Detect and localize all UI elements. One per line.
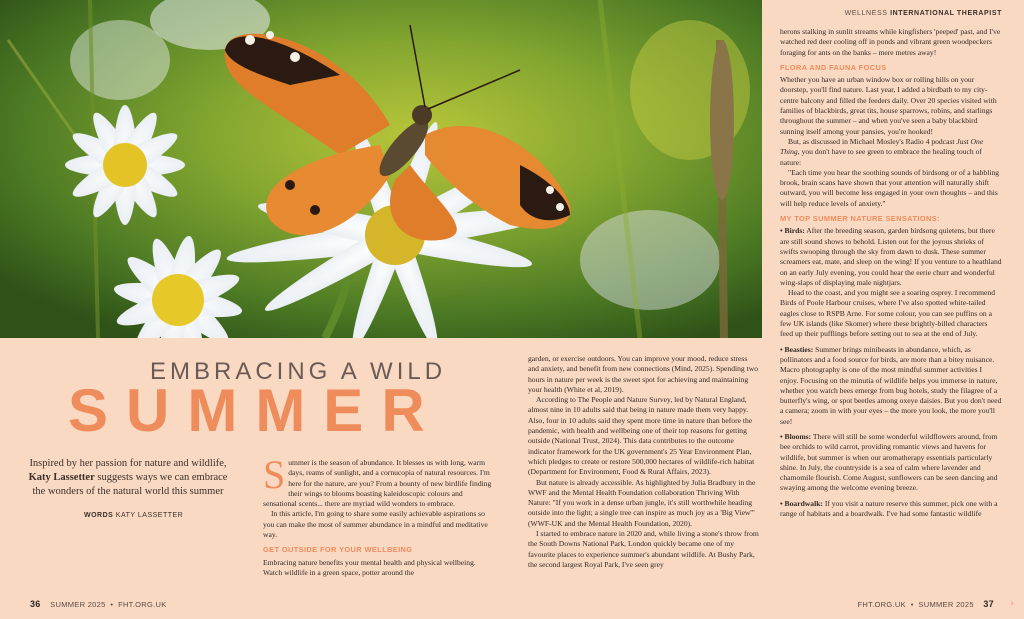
bullet-text: There will still be some wonderful wildflowers around, from bee orchids to wild carrot, providing romantic views and havens for wildlife, but summer is when our aromatherapy essentials particularly shine. In July, the countryside is a sea of calm where lavender and chamomile flourish. Come August, sunflowers can be seen dancing and swaying among the welcome evening breeze. — [780, 431, 998, 493]
paragraph: In this article, I'm going to share some easily achievable aspirations so you can make the most of summer abundance in a mindful and meditative way. — [263, 509, 488, 540]
issue-label: SUMMER 2025 — [50, 600, 106, 609]
standfirst-text-b: suggests ways we can embrace the wonders of the natural world this summer — [32, 472, 228, 497]
paragraph: According to The People and Nature Survey, led by Natural England, almost nine in 10 adults said that being in nature made them very happy. Also, four in 10 adults said they spent more time in nature than before the pandemic, with health and wellbeing one of their top reasons for getting outside (National Trust, 2024). This data contributes to the outcome indicator framework for the UK government's 25 Year Environment Plan, which pledges to create or restore 500,000 hectares of wildlife-rich habitat (Department for Environment, Food & Rural Affairs, 2023). — [528, 395, 755, 477]
butterfly-illustration — [0, 0, 762, 338]
paragraph: I started to embrace nature in 2020 and, while living a stone's throw from the South Downs National Park, London quickly became one of my favourite places to experience summer's abundant wildlife. At Bushy Park, the second largest Royal Park, I've seen grey — [528, 529, 759, 569]
footer-separator: • — [910, 600, 914, 609]
page-number: 37 — [983, 599, 994, 609]
paragraph: Whether you have an urban window box or rolling hills on your doorstep, you'll find nature. Last year, I added a birdbath to my city-centre balcony and filled the feeders daily. Over 20 species visited with families of blackbirds, great tits, house sparrows, robins, and starlings throughout the summer – and when you've seen a baby blackbird sunning itself among your pansies, you're hooked! — [780, 75, 997, 136]
article-column-3 — [780, 27, 1002, 519]
bullet-text: Summer brings minibeasts in abundance, which, as pollinators and a food source for birds, are more than a bitey nuisance. Macro photography is one of the most mindful summer activities I enjoy. Focusing on the minutia of wildlife helps you immerse in nature, whether you watch bees emerge from bug hotels, study the filagree of a butterfly's wing, or spot beetles among oxeye daisies. But you don't need a camera; zoom in with your eyes – the more you look, the more you'll see! — [780, 344, 1002, 426]
bullet-label: • Beasties: — [780, 344, 814, 354]
site-label: FHT.ORG.UK — [118, 600, 167, 609]
byline-label: WORDS — [84, 512, 114, 519]
paragraph: Embracing nature benefits your mental health and physical wellbeing. Watch wildlife in a green space, potter around the — [263, 557, 476, 577]
standfirst — [22, 457, 234, 499]
paragraph: garden, or exercise outdoors. You can improve your mood, reduce stress and anxiety, and benefit from new connections (Mind, 2025). Spending two hours in nature per week is the sweet spot for achieving and maintaining your health (White et al, 2019). — [528, 354, 759, 394]
paragraph: Head to the coast, and you might see a soaring osprey. I recommend Birds of Poole Harbour cruises, where I've also spotted white-tailed eagles close to RSPB Arne. For some colour, you can see puffins on a few UK islands (like Skomer) where these brightly-billed characters feed up their pufflings before setting out to sea at the end of July. — [780, 288, 996, 339]
page-number: 36 — [30, 599, 41, 609]
subheading: GET OUTSIDE FOR YOUR WELLBEING — [263, 545, 413, 555]
paragraph-text: , you don't have to see green to embrace the healing touch of nature: — [780, 147, 982, 167]
article-column-1 — [263, 452, 493, 578]
chevron-right-icon[interactable]: › — [1010, 599, 1014, 609]
footer-right — [858, 599, 995, 609]
subsection-label: INTERNATIONAL THERAPIST — [890, 10, 1002, 17]
standfirst-author: Katy Lassetter — [28, 472, 95, 483]
paragraph-text: But, as discussed in Michael Mosley's Radio 4 podcast — [788, 136, 957, 146]
drop-cap: S — [263, 452, 286, 497]
title-line2: SUMMER — [68, 377, 443, 444]
title-line1: EMBRACING A WILD — [150, 358, 447, 385]
site-label: FHT.ORG.UK — [857, 600, 906, 609]
bullet-label: • Birds: — [780, 226, 805, 236]
paragraph — [780, 137, 1002, 168]
issue-label: SUMMER 2025 — [918, 600, 974, 609]
quote: "Each time you hear the soothing sounds of birdsong or of a babbling brook, brain scans have shown that your attention will naturally shift outward, you will become less engaged in your own thoughts – and this will help reduce levels of anxiety." — [780, 167, 1000, 208]
bullet-birds — [780, 226, 1002, 288]
byline-name: KATY LASSETTER — [115, 512, 184, 519]
bullet-text: After the breeding season, garden birdsong quietens, but there are still sound shows to behold. Listen out for the joyous shrieks of swifts swooping through the sky from dawn to dusk. These summer screamers eat, mate, and sleep on the wing! If you venture to a heathland on an early July evening, you could hear the eerie churr and wonderful wing-slaps of displaying male nightjars. — [780, 226, 1002, 287]
paragraph: But nature is already accessible. As highlighted by Julia Bradbury in the WWF and the Mental Health Foundation collaboration Thriving With Nature: "If you work in a dense urban jungle, it's still worthwhile heading outside into the light; a single tree can inspire as much joy as a 'Big View'" (WWF-UK and the Mental Health Foundation, 2020). — [528, 477, 756, 528]
bullet-label: • Blooms: — [780, 431, 812, 441]
bullet-beasties — [780, 345, 1002, 427]
butterfly-photo — [0, 0, 762, 338]
standfirst-text-a: Inspired by her passion for nature and wildlife, — [29, 458, 227, 469]
paragraph — [263, 452, 493, 509]
bullet-boardwalk — [780, 499, 1002, 520]
bullet-label: • Boardwalk: — [780, 498, 823, 508]
paragraph: herons stalking in sunlit streams while kingfishers 'peeped' past, and I've watched red deer cooling off in ponds and vibrant green woodpeckers foraging for ants on the banks – mere metres away! — [780, 27, 1001, 57]
section-header — [845, 10, 1002, 17]
footer-separator: • — [110, 600, 114, 609]
subheading: FLORA AND FAUNA FOCUS — [780, 62, 887, 72]
bullet-blooms — [780, 432, 1002, 494]
footer-left — [30, 599, 167, 609]
paragraph-text: ummer is the season of abundance. It blesses us with long, warm days, reams of sunlight, and a cornucopia of natural resources. I'm here for the nature, are you? From a bounty of new birdlife finding their wings to blooms boasting kaleidoscopic colours and sensational scents... there are myriad wild wonders to embrace. — [263, 458, 492, 509]
byline — [84, 512, 183, 519]
section-label: WELLNESS — [844, 10, 888, 17]
podcast-title: Just One Thing — [780, 136, 984, 157]
article-column-2 — [528, 354, 760, 570]
subheading: MY TOP SUMMER NATURE SENSATIONS: — [780, 214, 940, 224]
bullet-text: If you visit a nature reserve this summer, pick one with a range of habitats and a boardwalk. I've had some fantastic wildlife — [780, 498, 998, 519]
